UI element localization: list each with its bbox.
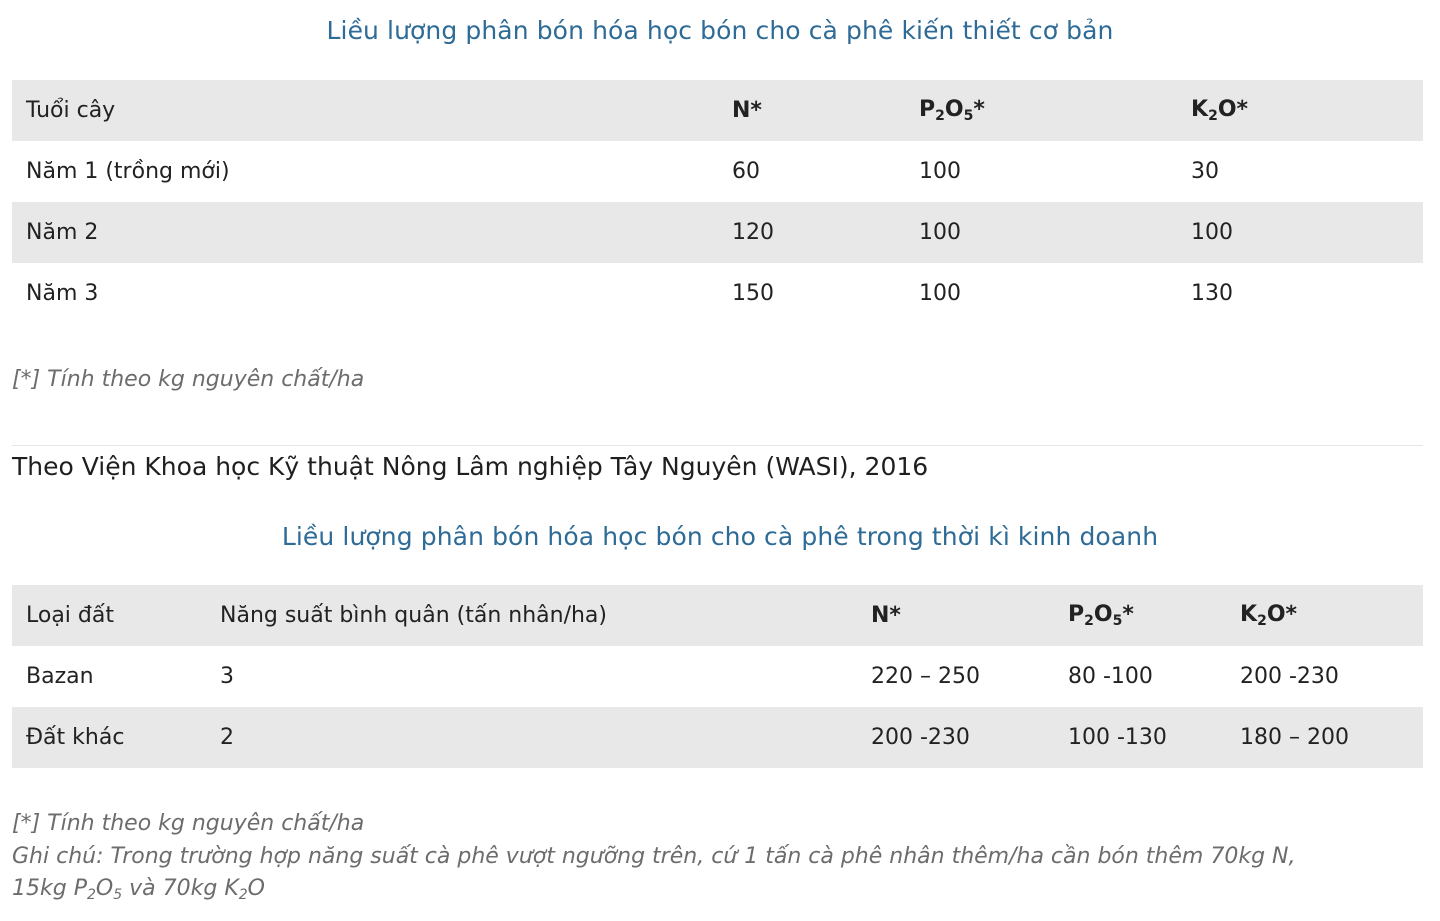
cell-p: 100: [919, 220, 961, 245]
cell-age: Năm 1 (trồng mới): [26, 159, 230, 184]
header-n: N*: [871, 603, 901, 628]
table2-remark-continued: 15kg $P_2O_5$ và 70kg $K_2O$: [12, 876, 265, 903]
cell-k: 30: [1191, 159, 1219, 184]
cell-soil: Bazan: [26, 664, 94, 689]
cell-p: 100 -130: [1068, 725, 1167, 750]
source-citation: Theo Viện Khoa học Kỹ thuật Nông Lâm nghiệp Tây Nguyên (WASI), 2016: [12, 452, 929, 481]
header-k2o: $K_2O*$: [1240, 602, 1298, 629]
cell-n: 120: [732, 220, 774, 245]
cell-age: Năm 2: [26, 220, 99, 245]
table-header-row: [12, 80, 1423, 141]
cell-age: Năm 3: [26, 281, 99, 306]
table-header-row: [12, 585, 1423, 646]
cell-k: 130: [1191, 281, 1233, 306]
table2-remark: Ghi chú: Trong trường hợp năng suất cà phê vượt ngưỡng trên, cứ 1 tấn cà phê nhân thêm/ha cần bón thêm 70kg N,: [12, 843, 1296, 869]
header-yield: Năng suất bình quân (tấn nhân/ha): [220, 603, 607, 628]
table-row: [12, 202, 1423, 263]
header-p2o5: $P_2O_5*$: [1068, 602, 1134, 629]
table1-caption: Liều lượng phân bón hóa học bón cho cà phê kiến thiết cơ bản: [326, 16, 1114, 45]
cell-k: 100: [1191, 220, 1233, 245]
table-row: [12, 263, 1423, 324]
table-row: [12, 646, 1423, 707]
header-age: Tuổi cây: [26, 98, 116, 123]
table-row: [12, 707, 1423, 768]
table2-notes: [12, 808, 1427, 912]
base-fertilizer-table: [12, 80, 1423, 324]
header-p2o5: $P_2O_5*$: [919, 97, 985, 124]
table-row: [12, 141, 1423, 202]
cell-p: 100: [919, 281, 961, 306]
cell-k: 180 – 200: [1240, 725, 1349, 750]
cell-p: 100: [919, 159, 961, 184]
table1-footnote: [*] Tính theo kg nguyên chất/ha: [12, 367, 365, 392]
business-fertilizer-table: [12, 585, 1423, 768]
section-divider: [12, 445, 1423, 446]
cell-yield: 3: [220, 664, 234, 689]
header-n: N*: [732, 98, 762, 123]
cell-p: 80 -100: [1068, 664, 1153, 689]
table2-caption: Liều lượng phân bón hóa học bón cho cà phê trong thời kì kinh doanh: [281, 522, 1159, 551]
cell-n: 150: [732, 281, 774, 306]
cell-n: 220 – 250: [871, 664, 980, 689]
cell-n: 200 -230: [871, 725, 970, 750]
header-k2o: $K_2O*$: [1191, 97, 1249, 124]
cell-soil: Đất khác: [26, 725, 125, 750]
table2-footnote: [*] Tính theo kg nguyên chất/ha: [12, 811, 365, 836]
header-soil: Loại đất: [26, 603, 114, 628]
cell-k: 200 -230: [1240, 664, 1339, 689]
cell-n: 60: [732, 159, 760, 184]
cell-yield: 2: [220, 725, 234, 750]
